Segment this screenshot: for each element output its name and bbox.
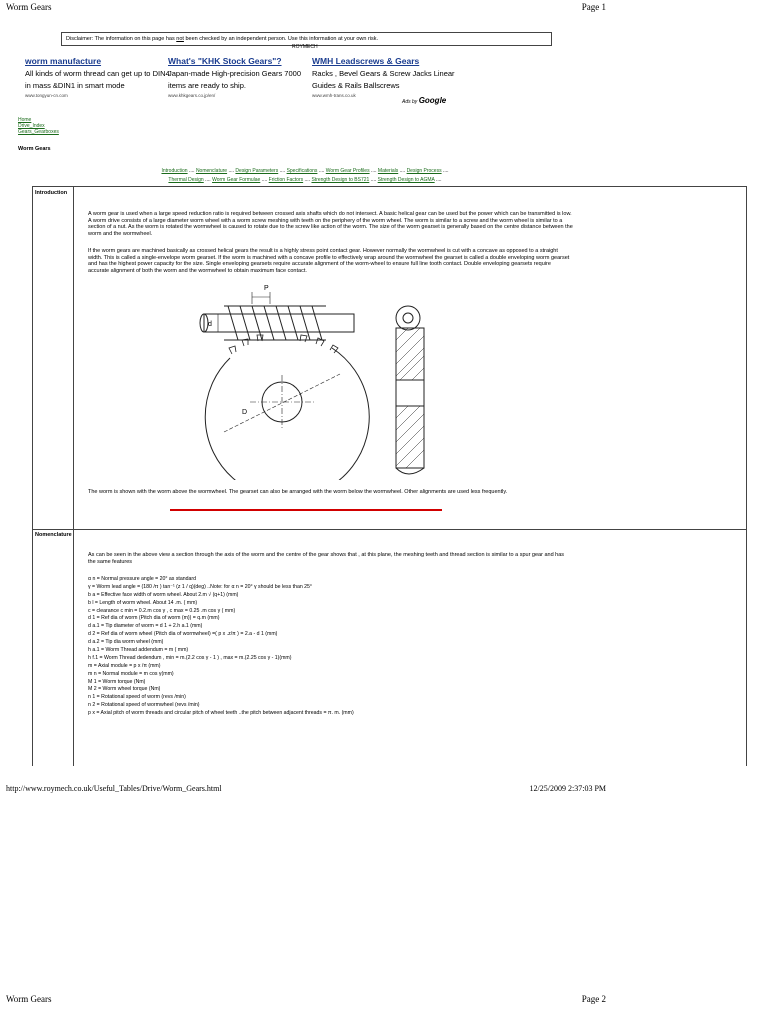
ad-block-3[interactable] bbox=[312, 56, 457, 98]
nomenclature-item: M 1 = Worm torque (Nm) bbox=[88, 678, 146, 685]
toc-separator: .... bbox=[203, 177, 213, 183]
print-footer-datetime: 12/25/2009 2:37:03 PM bbox=[529, 784, 606, 793]
toc-separator: .... bbox=[227, 168, 236, 174]
nomenclature-list bbox=[88, 576, 354, 718]
toc-row-2 bbox=[100, 176, 510, 185]
nomenclature-item: n 1 = Rotational speed of worm (revs /min) bbox=[88, 694, 186, 701]
nomenclature-item: n 2 = Rotational speed of wormwheel (revs /min) bbox=[88, 702, 200, 709]
nav-link-gears-gearboxes[interactable]: Gears_Gearboxes bbox=[18, 129, 59, 135]
nomenclature-item: h f.1 = Worm Thread dedendum , min = m.(2.2 cos γ - 1 ) , max = m.(2.25 cos γ - 1)(mm) bbox=[88, 654, 292, 661]
disclaimer-pre: Disclaimer: The information on this page has bbox=[66, 36, 177, 42]
label-wheel-dia: D bbox=[242, 409, 248, 416]
nav-link-drive-index[interactable]: Drive_Index bbox=[18, 123, 45, 129]
toc-separator: .... bbox=[278, 168, 287, 174]
nomenclature-item: b l = Length of worm wheel. About 14 .m. ( mm) bbox=[88, 599, 198, 606]
toc-link[interactable]: Nomenclature bbox=[195, 168, 228, 174]
nomenclature-item: h a.1 = Worm Thread addendum = m ( mm) bbox=[88, 647, 189, 654]
nomenclature-item: d 2 = Ref dia of worm wheel (Pitch dia of wormwheel) =( p x .z/π ) = 2.a - d 1 (mm) bbox=[88, 631, 278, 638]
nomenclature-item: p x = Axial pitch of worm threads and circular pitch of wheel teeth ..the pitch between adjacent threads = π. m. (mm) bbox=[88, 710, 354, 717]
toc-row-1 bbox=[100, 167, 510, 176]
intro-paragraph-2: If the worm gears are machined basically as crossed helical gears the result is a highly stress point contact gear. However normally the wormwheel is cut with a concave as opposed to a straight width. This is called a single-envelope worm gearset. If the worm is machined with a concave profile to effectively wrap around the wormwheel the gearset is called a double enveloping worm gearset and has the highest power capacity for the size. Single enveloping gearsets require accurate alignment of the worm-wheel to ensure full line tooth contact. Double enveloping gearsets require accurate alignment of both the worm and the wormwheel to obtain maximum face contact. bbox=[88, 248, 570, 275]
ad-title-1[interactable]: worm manufacture bbox=[25, 56, 102, 66]
nomenclature-item: c = clearance c min = 0.2.m cos γ , c max = 0.25 .m cos γ ( mm) bbox=[88, 607, 236, 614]
toc-separator: .... bbox=[260, 177, 269, 183]
ad-block-1[interactable] bbox=[25, 56, 170, 98]
ads-by-prefix: Ads by bbox=[402, 99, 419, 105]
print-header-title: Worm Gears bbox=[6, 2, 52, 12]
pitch-dimension bbox=[252, 292, 270, 304]
centre-lines bbox=[250, 375, 314, 430]
nomenclature-item: d 1 = Ref dia of worm (Pitch dia of worm (m)) = q.m (mm) bbox=[88, 615, 220, 622]
toc-link[interactable]: Strength Design to AGMA bbox=[377, 177, 435, 183]
toc-link[interactable]: Specifications bbox=[286, 168, 318, 174]
wheel-side-view bbox=[396, 328, 424, 468]
toc-separator: .... bbox=[441, 168, 449, 174]
nomenclature-item: M 2 = Worm wheel torque (Nm) bbox=[88, 686, 161, 693]
nomenclature-intro: As can be seen in the above view a section through the axis of the worm and the centre of the gear shows that , at this plane, the meshing teeth and thread section is similar to a spur gear and has the same features bbox=[88, 552, 565, 565]
ad-title-2[interactable]: What's "KHK Stock Gears"? bbox=[168, 56, 282, 66]
table-row-border bbox=[32, 529, 747, 530]
table-column-border bbox=[73, 186, 74, 766]
toc-separator: .... bbox=[434, 177, 442, 183]
toc-link[interactable]: Thermal Design bbox=[168, 177, 204, 183]
table-row-border bbox=[32, 186, 747, 187]
toc-link[interactable]: Materials bbox=[377, 168, 399, 174]
toc-link[interactable]: Design Parameters bbox=[235, 168, 279, 174]
ad-url-1[interactable]: www.tongyun-cn.com bbox=[25, 93, 68, 98]
ads-by-brand: Google bbox=[418, 96, 447, 105]
print-footer-url: http://www.roymech.co.uk/Useful_Tables/Drive/Worm_Gears.html bbox=[6, 784, 222, 793]
nomenclature-item: α n = Normal pressure angle = 20° as standard bbox=[88, 576, 197, 582]
disclaimer-emphasis: not bbox=[176, 36, 184, 42]
toc-link[interactable]: Worm Gear Profiles bbox=[325, 168, 370, 174]
ad-title-3[interactable]: WMH Leadscrews & Gears bbox=[312, 56, 420, 66]
toc-link[interactable]: Design Process bbox=[406, 168, 442, 174]
intro-paragraph-1: A worm gear is used when a large speed reduction ratio is required between crossed axis shafts which do not intersect. A basic helical gear can be used but the power which can be transmitted is low. A worm drive consists of a large diameter worm wheel with a worm screw meshing with teeth on the periphery of the worm wheel. The worm is similar to a screw and the worm wheel is similar to a section of a nut. As the worm is rotated the wormwheel is caused to rotate due to the screw like action of the worm. The size of the worm gearset is generally based on the centre distance between the worm and the wormwheel. bbox=[88, 211, 573, 238]
page2-header-page: Page 2 bbox=[581, 994, 606, 1004]
toc-separator: .... bbox=[369, 177, 378, 183]
nomenclature-item: m = Axial module = p x /π (mm) bbox=[88, 662, 161, 669]
ads-by-google[interactable] bbox=[402, 96, 446, 105]
page-title: Worm Gears bbox=[18, 146, 51, 152]
ad-body-2: Japan-made High-precision Gears 7000 items are ready to ship. bbox=[168, 69, 301, 90]
label-pitch: P bbox=[264, 285, 269, 292]
label-worm-dia: d bbox=[208, 321, 212, 328]
section-hatching bbox=[396, 328, 424, 468]
toc-separator: .... bbox=[398, 168, 407, 174]
ad-url-3[interactable]: www.wmh-trans.co.uk bbox=[312, 93, 356, 98]
nomenclature-item: γ = Worm lead angle = (180 /π ) tan⁻¹ (z 1 / q)(deg) ..Note: for α n = 20° γ should be less than 25° bbox=[88, 583, 313, 590]
separator-rule bbox=[170, 509, 442, 511]
breadcrumb-nav bbox=[18, 117, 59, 135]
worm-wheel-outline bbox=[205, 348, 369, 480]
nomenclature-item: b a = Effective face width of worm wheel. About 2.m √ (q+1) (mm) bbox=[88, 591, 239, 598]
diagram-caption: The worm is shown with the worm above the wormwheel. The gearset can also be arranged with the worm below the wormwheel. Other alignments are used less frequently. bbox=[88, 489, 508, 495]
toc-link[interactable]: Introduction bbox=[161, 168, 188, 174]
toc-separator: .... bbox=[317, 168, 326, 174]
page2-header-title: Worm Gears bbox=[6, 994, 52, 1004]
nomenclature-item: d a.2 = Tip dia worm wheel (mm) bbox=[88, 639, 164, 646]
ad-body-1: All kinds of worm thread can get up to DIN4 in mass &DIN1 in smart mode bbox=[25, 69, 170, 90]
section-label-introduction: Introduction bbox=[35, 190, 68, 196]
toc-separator: .... bbox=[369, 168, 378, 174]
toc-link[interactable]: Strength Design to BS721 bbox=[311, 177, 370, 183]
worm-gear-diagram bbox=[180, 280, 440, 480]
disclaimer-post: been checked by an independent person. Use this information at your own risk. bbox=[183, 36, 379, 42]
nomenclature-item: m n = Normal module = m cos γ(mm) bbox=[88, 670, 174, 677]
nav-link-home[interactable]: Home bbox=[18, 117, 32, 123]
ad-url-2[interactable]: www.khkgears.co.jp/en/ bbox=[168, 93, 216, 98]
print-header-page: Page 1 bbox=[581, 2, 606, 12]
worm-end-view bbox=[396, 306, 420, 330]
toc-separator: .... bbox=[187, 168, 196, 174]
section-label-nomenclature: Nomenclature bbox=[35, 532, 72, 538]
nomenclature-item: d a.1 = Tip diameter of worm = d 1 + 2.h a.1 (mm) bbox=[88, 623, 203, 630]
toc-link[interactable]: Friction Factors bbox=[268, 177, 304, 183]
site-name: ROYMECH bbox=[292, 44, 318, 50]
toc-separator: .... bbox=[303, 177, 312, 183]
toc-links bbox=[100, 167, 510, 185]
ad-block-2[interactable] bbox=[168, 56, 313, 98]
ad-body-3: Racks , Bevel Gears & Screw Jacks Linear Guides & Rails Ballscrews bbox=[312, 69, 455, 90]
worm-threads bbox=[224, 306, 326, 340]
toc-link[interactable]: Worm Gear Formulae bbox=[212, 177, 261, 183]
